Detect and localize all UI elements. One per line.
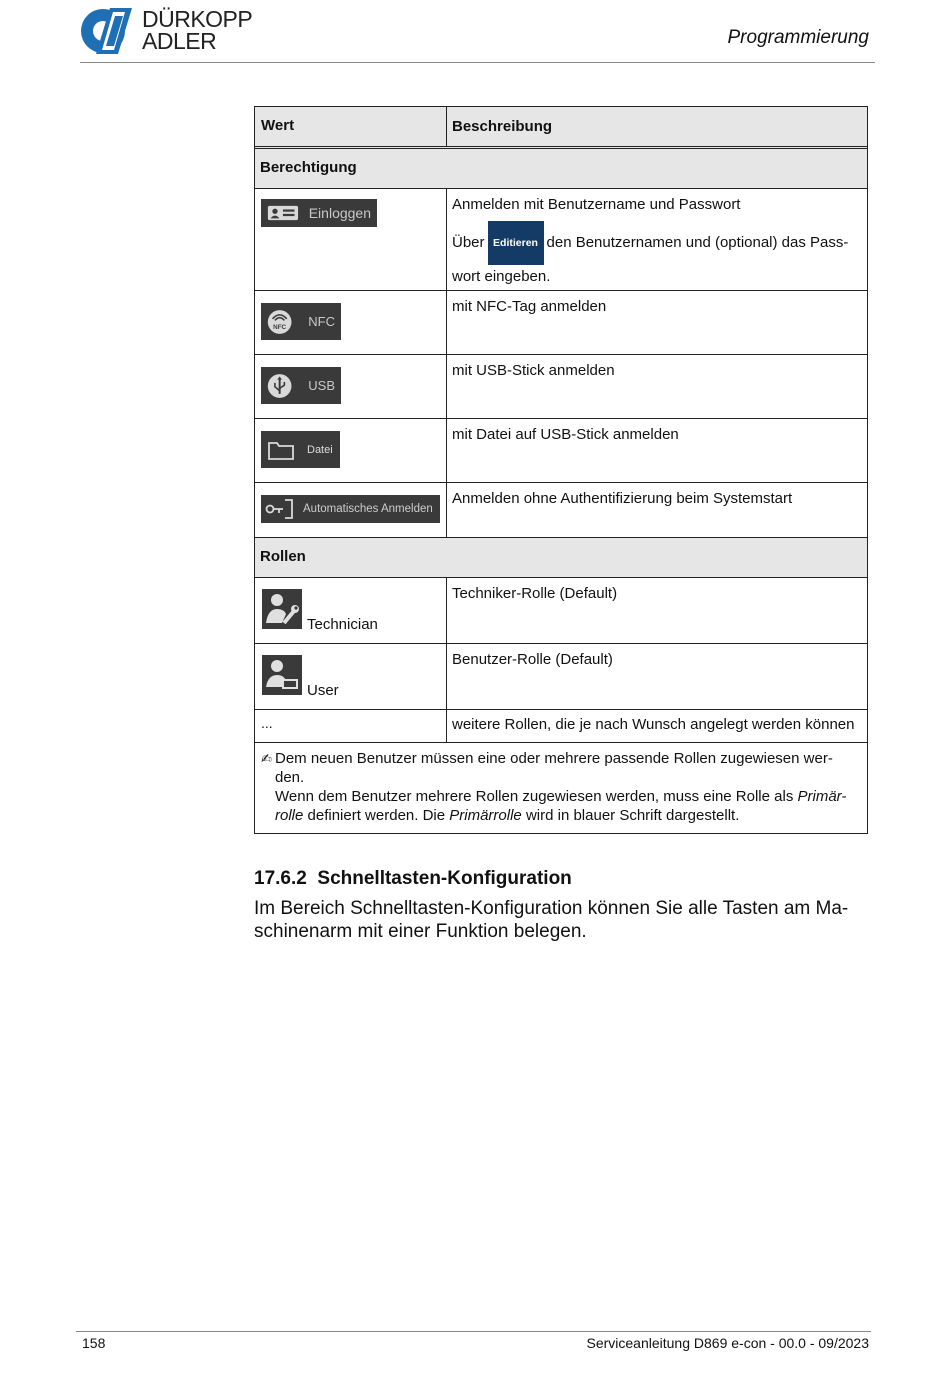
header-divider (80, 62, 875, 63)
user-description: Benutzer-Rolle (Default) (452, 651, 613, 668)
section-row-berechtigung: Berechtigung (255, 146, 867, 188)
user-icon (262, 655, 302, 695)
brand-line-1: DÜRKOPP (142, 6, 253, 32)
section-row-rollen: Rollen (255, 537, 867, 577)
note-hand-icon: ✍ (261, 751, 272, 766)
section-text-line-1: Im Bereich Schnelltasten-Konfiguration können Sie alle Tasten am Ma- (254, 898, 849, 919)
note-line-4: definiert werden. Die (303, 807, 450, 824)
table-row (255, 290, 867, 354)
note-line-4-end: wird in blauer Schrift dargestellt. (521, 807, 740, 824)
note-line-2: den. (275, 769, 305, 786)
document-reference: Serviceanleitung D869 e-con - 00.0 - 09/2023 (586, 1335, 869, 1351)
column-header-value: Wert (255, 107, 447, 146)
auto-login-button[interactable] (261, 495, 440, 523)
note-term-primary-1: Primär- (797, 788, 847, 805)
more-roles-description: weitere Rollen, die je nach Wunsch angelegt werden können (452, 716, 855, 733)
edit-button[interactable]: Editieren (488, 221, 544, 265)
footer-divider (76, 1331, 871, 1332)
usb-button[interactable] (261, 367, 341, 404)
usb-icon (267, 370, 292, 402)
nfc-button-label: NFC (308, 314, 335, 329)
login-description-over: Über (452, 233, 485, 251)
brand-line-2: ADLER (142, 28, 217, 54)
id-card-icon (267, 203, 301, 223)
nfc-description: mit NFC-Tag anmelden (452, 298, 607, 315)
page-number: 158 (82, 1335, 106, 1351)
note-line-3: Wenn dem Benutzer mehrere Rollen zugewiesen werden, muss eine Rolle als (275, 788, 798, 805)
nfc-icon (267, 306, 292, 338)
table-row (255, 482, 867, 537)
section-title: Schnelltasten-Konfiguration (317, 868, 572, 889)
login-description: Anmelden mit Benutzername und Passwort (452, 196, 741, 213)
nfc-button[interactable] (261, 303, 341, 340)
table-row (255, 643, 867, 709)
usb-button-label: USB (308, 378, 335, 393)
usb-description: mit USB-Stick anmelden (452, 362, 615, 379)
table-row (255, 709, 867, 742)
section-paragraph (254, 897, 864, 943)
technician-icon (262, 589, 302, 629)
section-text-line-2: schinenarm mit einer Funktion belegen. (254, 921, 587, 942)
technician-label: Technician (307, 616, 378, 633)
chapter-title: Programmierung (727, 27, 869, 48)
table-row (255, 188, 867, 290)
file-description: mit Datei auf USB-Stick anmelden (452, 426, 679, 443)
note-term-primary-role: Primärrolle (449, 807, 522, 824)
login-description-enter: wort eingeben. (452, 268, 551, 285)
duerkopp-adler-logo (80, 8, 270, 56)
login-description-usernames: den Benutzernamen und (optional) das Pass- (546, 233, 849, 251)
technician-description: Techniker-Rolle (Default) (452, 585, 618, 602)
auto-login-description: Anmelden ohne Authentifizierung beim Systemstart (452, 490, 793, 507)
folder-icon (267, 439, 295, 461)
section-number: 17.6.2 (254, 868, 307, 889)
key-door-icon (265, 498, 295, 520)
note-line-1: Dem neuen Benutzer müssen eine oder mehrere passende Rollen zugewiesen wer- (275, 750, 833, 767)
table-header-row (255, 107, 867, 146)
table-row (255, 418, 867, 482)
login-button[interactable] (261, 199, 377, 227)
column-header-description: Beschreibung (452, 118, 553, 135)
more-roles-value: ... (255, 710, 447, 742)
user-label: User (307, 682, 339, 699)
file-button[interactable] (261, 431, 340, 468)
permissions-table (254, 106, 868, 834)
table-note (255, 742, 867, 833)
login-button-label: Einloggen (308, 205, 371, 221)
logo-mark-icon (80, 8, 138, 54)
table-row (255, 354, 867, 418)
note-term-primary-2: rolle (275, 807, 304, 824)
section-heading (254, 868, 572, 890)
file-button-label: Datei (307, 443, 333, 456)
nfc-icon-badge: NFC (273, 323, 287, 331)
auto-login-button-label: Automatisches Anmelden (303, 503, 433, 515)
table-row (255, 577, 867, 643)
